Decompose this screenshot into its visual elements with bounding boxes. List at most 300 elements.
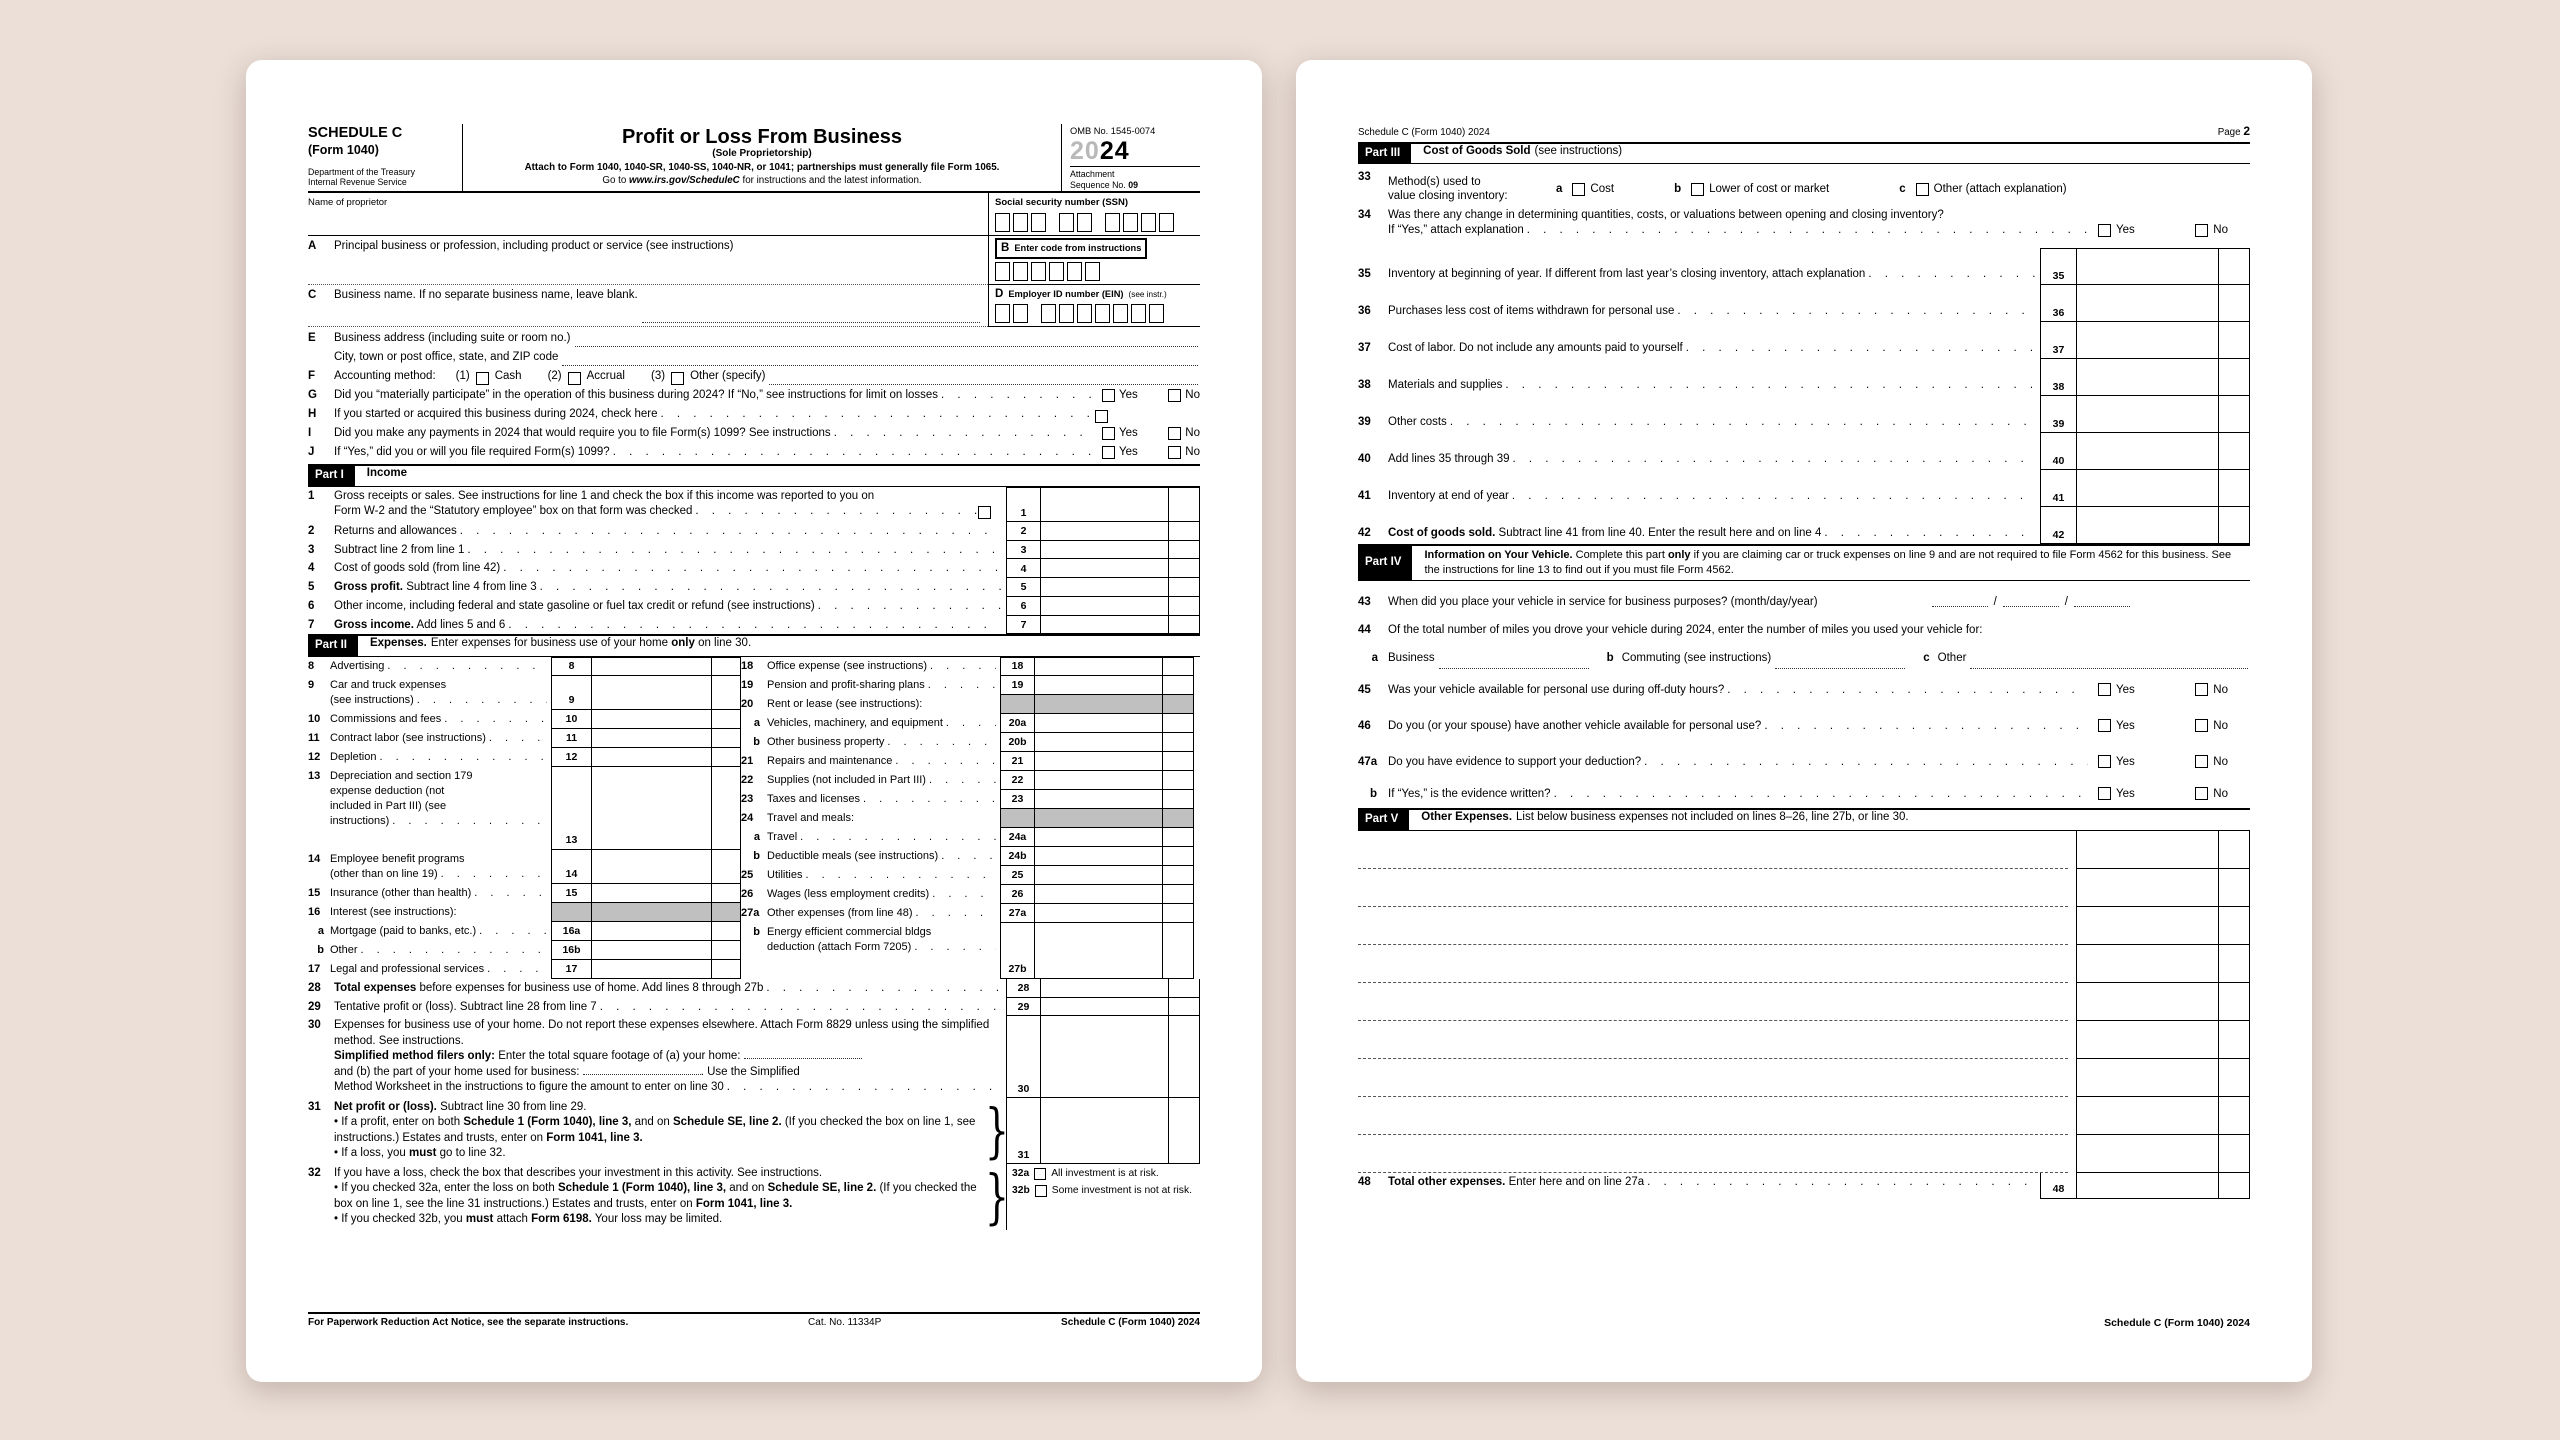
amount-cell[interactable] (1040, 1016, 1200, 1098)
amount-cell[interactable] (2076, 470, 2250, 507)
amount-cell[interactable] (1034, 657, 1194, 676)
form-header (308, 124, 1200, 193)
expense-row-23 (741, 790, 1194, 809)
goto-instruction (473, 175, 1051, 188)
amount-cell[interactable] (591, 884, 741, 903)
cogs-line-40 (1358, 433, 2250, 470)
row-number: 18 (741, 660, 754, 673)
expense-row-26 (741, 885, 1194, 904)
line-g-number: G (308, 389, 317, 402)
line-29-row (308, 998, 1200, 1017)
line-b-label: Enter code from instructions (1014, 242, 1142, 253)
line-47b-yes-checkbox[interactable] (2098, 787, 2111, 800)
amount-cell[interactable] (1034, 828, 1194, 847)
line-g-yes-no (1102, 388, 1200, 403)
lower-cost-checkbox[interactable] (1691, 183, 1704, 196)
dotted-leaders (1509, 452, 2035, 467)
number-cell: 18 (1000, 657, 1034, 676)
line-e-label: Business address (including suite or room no.) (334, 332, 571, 345)
digit-gap (1095, 213, 1102, 232)
amount-cell[interactable] (2076, 285, 2250, 322)
sequence-number: 09 (1128, 180, 1138, 191)
income-line-1 (308, 487, 1200, 522)
option-32a-number: 32a (1012, 1167, 1030, 1179)
line-34-question-2: If “Yes,” attach explanation (1388, 223, 1524, 236)
dotted-leaders (505, 618, 1001, 633)
dotted-leaders (471, 886, 547, 901)
other-expense-amount-cell[interactable] (2076, 983, 2250, 1021)
part-5-bar (1358, 808, 2250, 831)
dotted-leaders (441, 712, 547, 727)
digit-box[interactable] (1149, 304, 1164, 323)
department-line-1: Department of the Treasury (308, 166, 416, 177)
statutory-employee-checkbox[interactable] (978, 506, 991, 519)
h-check-here-checkbox[interactable] (1095, 410, 1108, 423)
line-e2-row (308, 350, 1200, 369)
business-miles-label: Business (1388, 651, 1435, 664)
row-number: 25 (741, 869, 754, 882)
line-47a-no-checkbox[interactable] (2195, 755, 2208, 768)
line-33-number: 33 (1358, 171, 1371, 184)
line-47a-number: 47a (1358, 755, 1378, 768)
line-32-row (308, 1164, 1200, 1230)
line-h-label: If you started or acquired this business during 2024, check here (334, 408, 658, 421)
number-cell: 28 (1006, 979, 1040, 998)
attachment-word: Attachment (1070, 169, 1115, 180)
amount-cell[interactable] (591, 729, 741, 748)
dotted-leaders (884, 735, 996, 750)
dotted-leaders (389, 814, 547, 829)
ein-block (988, 285, 1200, 328)
row-number: 19 (741, 679, 754, 692)
dotted-leaders (1724, 683, 2088, 698)
amount-cell[interactable] (591, 850, 741, 884)
line-g-row (308, 388, 1200, 407)
line-32-label: If you have a loss, check the box that describes your investment in this activity. See instructions. (334, 1166, 823, 1179)
line-g-label: Did you “materially participate” in the operation of this business during 2024? If “No,” see instructions for limit on losses (334, 389, 939, 402)
digit-box[interactable] (1077, 304, 1092, 323)
digit-box[interactable] (1013, 304, 1028, 323)
line-34-yes-checkbox[interactable] (2098, 224, 2111, 237)
line-33-row (1358, 170, 2250, 208)
goto-pre: Go to (602, 174, 630, 186)
line-44-row (1358, 623, 2250, 638)
j-yes-checkbox[interactable] (1102, 446, 1115, 459)
catalog-number: Cat. No. 11334P (808, 1317, 882, 1329)
expense-row-12 (308, 748, 741, 767)
business-name-write-line[interactable] (642, 322, 980, 323)
dotted-leaders (438, 867, 547, 882)
line-34-question: Was there any change in determining quantities, costs, or valuations between opening and closing inventory? (1388, 209, 1944, 222)
number-cell: 14 (551, 850, 591, 884)
line-d-label: Employer ID number (EIN) (1008, 288, 1124, 299)
other-expense-row (1358, 1059, 2250, 1097)
digit-box[interactable] (1013, 262, 1028, 281)
line-label: Add lines 35 through 39 (1388, 452, 1510, 465)
amount-cell[interactable] (1034, 733, 1194, 752)
other-method-checkbox[interactable] (671, 372, 684, 385)
expense-row-15 (308, 884, 741, 903)
line-34-row (1358, 208, 2250, 248)
number-cell: 16a (551, 922, 591, 941)
ssn-field[interactable] (988, 193, 1200, 235)
dotted-leaders (938, 849, 996, 864)
line-46-no-checkbox[interactable] (2195, 719, 2208, 732)
amount-cell[interactable] (2076, 359, 2250, 396)
amount-cell[interactable] (1034, 714, 1194, 733)
dotted-leaders (1761, 719, 2088, 734)
digit-box[interactable] (1031, 262, 1046, 281)
yes-label: Yes (1119, 389, 1138, 402)
other-expense-amount-cell[interactable] (2076, 1059, 2250, 1097)
line-45-no-checkbox[interactable] (2195, 683, 2208, 696)
amount-cell[interactable] (591, 748, 741, 767)
row-label: Vehicles, machinery, and equipment (767, 717, 943, 730)
yes-group (1102, 426, 1138, 441)
row-label: Mortgage (paid to banks, etc.) (330, 925, 477, 938)
row-number: 12 (308, 751, 321, 764)
row-label: Supplies (not included in Part III) (767, 774, 926, 787)
business-sq-footage-input[interactable] (583, 1065, 701, 1075)
no-group (1168, 426, 1200, 441)
line-47b-no-checkbox[interactable] (2195, 787, 2208, 800)
amount-cell[interactable] (591, 676, 741, 710)
line-number: 38 (1358, 378, 1371, 391)
line-28-label: Total expenses before expenses for business use of home. Add lines 8 through 27b (334, 982, 764, 995)
amount-cell[interactable] (1034, 847, 1194, 866)
digit-box[interactable] (1067, 262, 1082, 281)
row-label: Advertising (330, 660, 385, 673)
amount-cell[interactable] (1040, 998, 1200, 1017)
other-miles-input[interactable] (1970, 668, 2248, 669)
yes-label: Yes (1119, 446, 1138, 459)
proprietor-name-field[interactable] (308, 193, 988, 235)
line-j-yes-no (1102, 445, 1200, 460)
cost-label: Cost (1590, 182, 1615, 195)
digit-box[interactable] (1049, 262, 1064, 281)
amount-cell[interactable] (1034, 885, 1194, 904)
amount-cell[interactable] (591, 941, 741, 960)
dotted-leaders (831, 426, 1092, 441)
amount-cell[interactable] (1034, 752, 1194, 771)
line-6-number-cell: 6 (1006, 597, 1040, 616)
row-letter: a (753, 831, 760, 844)
digit-box[interactable] (1059, 213, 1074, 232)
other-expense-amount-cell[interactable] (2076, 907, 2250, 945)
digit-box[interactable] (1059, 304, 1074, 323)
line-label: Cost of goods sold. Subtract line 41 from line 40. Enter the result here and on line 4 (1388, 526, 1822, 539)
line-b-number: B (1001, 241, 1010, 254)
row-number: 9 (308, 679, 315, 692)
yes-label: Yes (2116, 719, 2135, 732)
line-1-amount-cell[interactable] (1040, 487, 1200, 522)
line-47a-yes-checkbox[interactable] (2098, 755, 2111, 768)
other-expense-row (1358, 831, 2250, 869)
expense-row-8 (308, 657, 741, 676)
line-1-number: 1 (308, 489, 315, 502)
line-4-amount-cell[interactable] (1040, 559, 1200, 578)
dotted-leaders (1447, 415, 2035, 430)
yes-label: Yes (2116, 755, 2135, 768)
income-line-2 (308, 522, 1200, 541)
other-expense-amount-cell[interactable] (2076, 1135, 2250, 1173)
digit-box[interactable] (995, 304, 1010, 323)
line-30-number: 30 (308, 1019, 321, 1032)
dotted-leaders (911, 940, 996, 955)
line-44-label: Of the total number of miles you drove your vehicle during 2024, enter the number of miles you used your vehicle for: (1388, 624, 1983, 637)
business-name-field[interactable] (308, 285, 988, 328)
no-group (1168, 445, 1200, 460)
line-h-row (308, 407, 1200, 426)
row-number: 24 (741, 812, 754, 825)
amount-cell[interactable] (2076, 433, 2250, 470)
number-cell: 21 (1000, 752, 1034, 771)
line-c-row (308, 285, 1200, 328)
line-5-amount-cell[interactable] (1040, 578, 1200, 597)
row-number: 10 (308, 713, 321, 726)
dotted-leaders (926, 773, 996, 788)
dotted-leaders (376, 750, 547, 765)
yes-label: Yes (1119, 427, 1138, 440)
no-label: No (1185, 446, 1200, 459)
attach-instruction: Attach to Form 1040, 1040-SR, 1040-SS, 1040-NR, or 1041; partnerships must generally file Form 1065. (524, 161, 1000, 173)
number-cell: 24a (1000, 828, 1034, 847)
cogs-line-41 (1358, 470, 2250, 507)
digit-box[interactable] (1159, 213, 1174, 232)
row-number: 11 (308, 732, 320, 745)
number-cell: 13 (551, 767, 591, 850)
line-number: 39 (1358, 415, 1371, 428)
line-1-text-1: Gross receipts or sales. See instructions for line 1 and check the box if this income was reported to you on (334, 489, 875, 502)
form-number: (Form 1040) (308, 142, 379, 157)
cogs-line-39 (1358, 396, 2250, 433)
row-label: Depletion (330, 751, 377, 764)
expense-row-27a (741, 904, 1194, 923)
digit-box[interactable] (1123, 213, 1138, 232)
digit-box[interactable] (1041, 304, 1056, 323)
part-5-tag: Part V (1358, 810, 1409, 830)
line-4-label: Cost of goods sold (from line 42) (334, 562, 501, 575)
line-7-amount-cell[interactable] (1040, 616, 1200, 635)
amount-cell[interactable] (1040, 1098, 1200, 1164)
row-label: Travel (767, 831, 798, 844)
expense-row-25 (741, 866, 1194, 885)
amount-cell[interactable] (1034, 790, 1194, 809)
simplified-method-bold: Simplified method filers only: (334, 1050, 496, 1063)
number-cell: 30 (1006, 1016, 1040, 1098)
option-b-letter: b (1674, 182, 1682, 195)
dotted-leaders (927, 659, 996, 674)
amount-cell[interactable] (2076, 507, 2250, 544)
amount-cell[interactable] (591, 922, 741, 941)
amount-cell[interactable] (1034, 866, 1194, 885)
line-3-amount-cell[interactable] (1040, 541, 1200, 560)
digit-box[interactable] (1131, 304, 1146, 323)
line-1-number-cell: 1 (1006, 487, 1040, 522)
dotted-leaders (1683, 341, 2035, 356)
cash-method-checkbox[interactable] (476, 372, 489, 385)
all-investment-at-risk-checkbox[interactable] (1034, 1168, 1046, 1180)
line-j-row (308, 445, 1200, 464)
line-e-number: E (308, 332, 316, 345)
dotted-leaders (657, 407, 1095, 422)
page-1-footer (308, 1312, 1200, 1330)
number-cell: 41 (2040, 470, 2076, 507)
amount-cell[interactable] (2076, 396, 2250, 433)
business-miles-input[interactable] (1439, 668, 1589, 669)
i-yes-checkbox[interactable] (1102, 427, 1115, 440)
amount-cell[interactable] (1034, 904, 1194, 923)
line-48-label: Total other expenses. Enter here and on line 27a (1388, 1175, 1645, 1188)
line-45-yes-no (2098, 683, 2250, 698)
home-sq-footage-input[interactable] (744, 1049, 862, 1059)
digit-box[interactable] (995, 213, 1010, 232)
line-number: 37 (1358, 341, 1371, 354)
page-2 (1296, 60, 2312, 1382)
digit-box[interactable] (1077, 213, 1092, 232)
year-outline: 20 (1070, 136, 1100, 165)
row-label: Legal and professional services (330, 963, 485, 976)
lower-cost-label: Lower of cost or market (1709, 182, 1830, 195)
dotted-leaders (1865, 267, 2035, 282)
digit-box[interactable] (1013, 213, 1028, 232)
line-29-number: 29 (308, 1000, 321, 1013)
principal-business-field[interactable] (308, 236, 988, 285)
number-cell: 16b (551, 941, 591, 960)
code-b-box[interactable] (995, 238, 1147, 259)
g-no-checkbox[interactable] (1168, 389, 1181, 402)
cash-method-label: Cash (494, 370, 522, 383)
i-no-checkbox[interactable] (1168, 427, 1181, 440)
city-state-zip-write-line[interactable] (562, 365, 1198, 366)
amount-cell[interactable] (1040, 979, 1200, 998)
part-3-title: Cost of Goods Sold (1423, 144, 1531, 157)
line-46-row (1358, 708, 2250, 744)
sq-footage-business-label: and (b) the part of your home used for business: (334, 1065, 580, 1078)
dotted-leaders (414, 693, 547, 708)
amount-cell[interactable] (2076, 248, 2250, 285)
line-7-number-cell: 7 (1006, 616, 1040, 635)
form-id-block (308, 124, 462, 191)
other-expense-amount-cell[interactable] (2076, 945, 2250, 983)
part-2-bar (308, 634, 1200, 657)
expense-row-16a (308, 922, 741, 941)
line-44-abc-row (1358, 644, 2250, 672)
vehicle-date-day-input[interactable] (2003, 597, 2059, 607)
j-no-checkbox[interactable] (1168, 446, 1181, 459)
page-word: Page (2217, 127, 2241, 138)
line-j-label: If “Yes,” did you or will you file required Form(s) 1099? (334, 446, 610, 459)
line-6-amount-cell[interactable] (1040, 597, 1200, 616)
line-label: Purchases less cost of items withdrawn for personal use (1388, 304, 1675, 317)
line-7-label: Gross income. Add lines 5 and 6 (334, 618, 506, 631)
accrual-method-checkbox[interactable] (568, 372, 581, 385)
row-label-4: instructions) (330, 815, 390, 828)
other-method-checkbox[interactable] (1916, 183, 1929, 196)
vehicle-date-month-input[interactable] (1932, 597, 1988, 607)
digit-box[interactable] (1085, 262, 1100, 281)
dotted-leaders (929, 887, 996, 902)
dotted-leaders (1509, 489, 2035, 504)
digit-gap (1049, 213, 1056, 232)
line-34-no-checkbox[interactable] (2195, 224, 2208, 237)
amount-cell[interactable] (591, 960, 741, 979)
row-label-2: (see instructions) (330, 694, 414, 707)
amount-cell[interactable] (1034, 923, 1194, 979)
amount-cell[interactable] (2076, 322, 2250, 359)
line-f-row (308, 369, 1200, 388)
expense-row-20b (741, 733, 1194, 752)
sequence-word: Sequence No. (1070, 180, 1129, 191)
shaded-cell (591, 903, 741, 922)
other-expense-amount-cell[interactable] (2076, 1097, 2250, 1135)
digit-box[interactable] (1113, 304, 1128, 323)
cogs-line-36 (1358, 285, 2250, 322)
row-letter: b (317, 944, 324, 957)
other-expense-amount-cell[interactable] (2076, 831, 2250, 869)
line-2-amount-cell[interactable] (1040, 522, 1200, 541)
commuting-miles-input[interactable] (1775, 668, 1905, 669)
amount-cell[interactable] (591, 657, 741, 676)
line-j-number: J (308, 446, 315, 459)
page-number-value: 2 (2243, 124, 2250, 138)
line-31-bullet-2: • If a loss, you must go to line 32. (334, 1147, 506, 1160)
digit-box[interactable] (1031, 213, 1046, 232)
ssn-label: Social security number (SSN) (995, 197, 1129, 209)
amount-cell[interactable] (591, 710, 741, 729)
row-label: Utilities (767, 869, 803, 882)
cogs-line-38 (1358, 359, 2250, 396)
line-46-number: 46 (1358, 719, 1371, 732)
digit-box[interactable] (995, 262, 1010, 281)
other-expense-amount-cell[interactable] (2076, 1021, 2250, 1059)
other-method-write-line[interactable] (769, 384, 1198, 385)
line-44a-letter: a (1371, 651, 1378, 664)
expense-row-22 (741, 771, 1194, 790)
digit-box[interactable] (1105, 213, 1120, 232)
row-label-2: expense deduction (not (330, 785, 445, 798)
number-cell: 17 (551, 960, 591, 979)
line-45-yes-checkbox[interactable] (2098, 683, 2111, 696)
shaded-cell (1000, 809, 1034, 828)
amount-cell[interactable] (591, 767, 741, 850)
cost-checkbox[interactable] (1572, 183, 1585, 196)
vehicle-date-year-input[interactable] (2074, 597, 2130, 607)
digit-box[interactable] (1095, 304, 1110, 323)
line-label: Materials and supplies (1388, 378, 1503, 391)
amount-cell[interactable] (2076, 1173, 2250, 1199)
row-letter: a (753, 717, 760, 730)
line-number: 35 (1358, 267, 1371, 280)
some-investment-not-at-risk-checkbox[interactable] (1035, 1185, 1047, 1197)
row-label: Wages (less employment credits) (767, 888, 930, 901)
digit-box[interactable] (1141, 213, 1156, 232)
option-a-letter: a (1556, 182, 1563, 195)
digit-gap (1031, 304, 1038, 323)
dotted-leaders (597, 1000, 1001, 1015)
amount-cell[interactable] (1034, 676, 1194, 695)
line-5-label: Gross profit. Subtract line 4 from line 3 (334, 581, 537, 594)
line-46-yes-checkbox[interactable] (2098, 719, 2111, 732)
shaded-cell (1000, 695, 1034, 714)
line-47b-letter: b (1370, 787, 1378, 800)
business-address-write-line[interactable] (575, 346, 1198, 347)
g-yes-checkbox[interactable] (1102, 389, 1115, 402)
line-5-number-cell: 5 (1006, 578, 1040, 597)
other-expense-amount-cell[interactable] (2076, 869, 2250, 907)
amount-cell[interactable] (1034, 771, 1194, 790)
name-ssn-row (308, 193, 1200, 236)
